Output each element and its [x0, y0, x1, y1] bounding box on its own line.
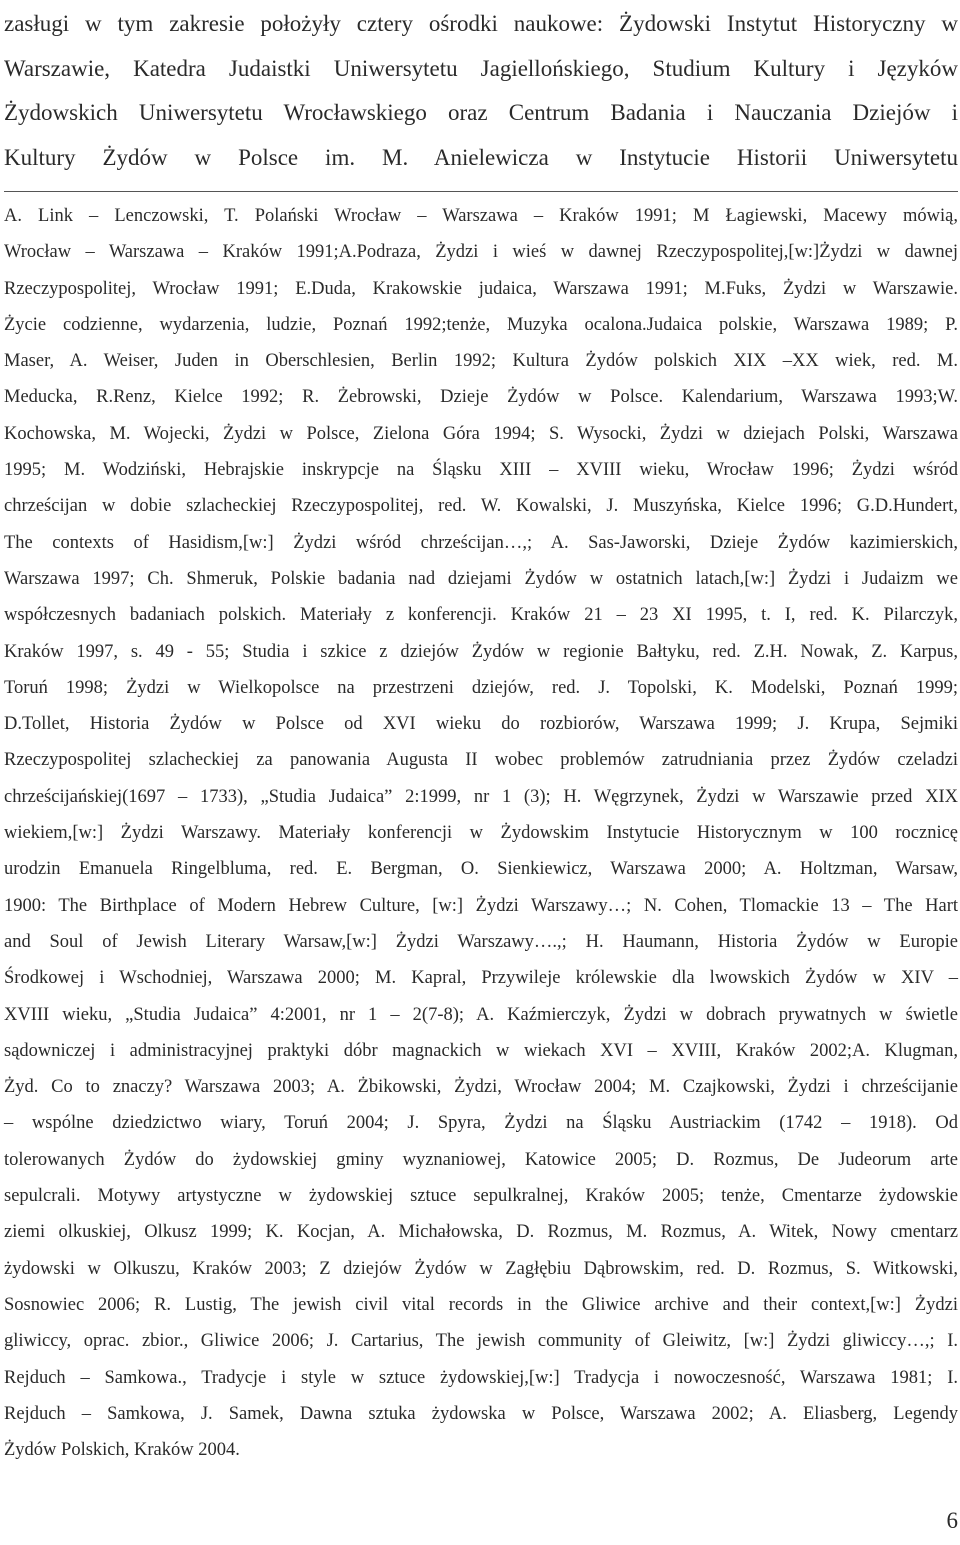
- footnote-line: Środkowej i Wschodniej, Warszawa 2000; M. Kapral, Przywileje królewskie dla lwowskich Żydów w XIV –: [4, 968, 958, 989]
- footnote-line: – wspólne dziedzictwo wiary, Toruń 2004; J. Spyra, Żydzi na Śląsku Austriackim (1742 – 1918). Od: [4, 1113, 958, 1134]
- footnote: [4, 198, 958, 1468]
- footnote-line: Życie codzienne, wydarzenia, ludzie, Poznań 1992;tenże, Muzyka ocalona.Judaica polskie, Warszawa 1989; P.: [4, 314, 958, 335]
- body-text-line: zasługi w tym zakresie położyły cztery ośrodki naukowe: Żydowski Instytut Historyczny w: [4, 11, 958, 36]
- body-text: [4, 2, 958, 180]
- footnote-line: sepulcrali. Motywy artystyczne w żydowskiej sztuce sepulkralnej, Kraków 2005; tenże, Cmentarze żydowskie: [4, 1186, 958, 1207]
- footnote-line: D.Tollet, Historia Żydów w Polsce od XVI wieku do rozbiorów, Warszawa 1999; J. Krupa, Sejmiki: [4, 714, 958, 735]
- footnote-line: żydowski w Olkuszu, Kraków 2003; Z dziejów Żydów w Zagłębiu Dąbrowskim, red. D. Rozmus, S. Witkowski,: [4, 1258, 958, 1279]
- footnote-line: Warszawa 1997; Ch. Shmeruk, Polskie badania nad dziejami Żydów w ostatnich latach,[w:] Żydzi i Judaizm we: [4, 568, 958, 589]
- footnote-line: Wrocław – Warszawa – Kraków 1991;A.Podraza, Żydzi i wieś w dawnej Rzeczypospolitej,[w:]Żydzi w dawnej: [4, 242, 958, 263]
- page-number: 6: [946, 1508, 958, 1533]
- footnote-line: współczesnych badaniach polskich. Materiały z konferencji. Kraków 21 – 23 XI 1995, t. I, red. K. Pilarczyk,: [4, 605, 958, 626]
- footnote-line: Maser, A. Weiser, Juden in Oberschlesien, Berlin 1992; Kultura Żydów polskich XIX –XX wiek, red. M.: [4, 351, 958, 372]
- footnote-line: Rejduch – Samkowa, J. Samek, Dawna sztuka żydowska w Polsce, Warszawa 2002; A. Eliasberg, Legendy: [4, 1403, 958, 1424]
- footnote-separator: [4, 191, 958, 192]
- footnote-line: chrześcijańskiej(1697 – 1733), „Studia Judaica” 2:1999, nr 1 (3); H. Węgrzynek, Żydzi w Warszawie przed XIX: [4, 786, 958, 807]
- footnote-line: Kraków 1997, s. 49 - 55; Studia i szkice z dziejów Żydów w regionie Bałtyku, red. Z.H. Nowak, Z. Karpus,: [4, 641, 958, 662]
- body-text-line: Kultury Żydów w Polsce im. M. Anielewicza w Instytucie Historii Uniwersytetu: [4, 144, 958, 170]
- footnote-line: ziemi olkuskiej, Olkusz 1999; K. Kocjan, A. Michałowska, D. Rozmus, M. Rozmus, A. Witek, Nowy cmentarz: [4, 1222, 958, 1243]
- footnote-line: wiekiem,[w:] Żydzi Warszawy. Materiały konferencji w Żydowskim Instytucie Historycznym w 100 rocznicę: [4, 823, 958, 844]
- footnote-line: tolerowanych Żydów do żydowskiej gminy wyznaniowej, Katowice 2005; D. Rozmus, De Judeorum arte: [4, 1149, 958, 1170]
- footnote-line: Żydów Polskich, Kraków 2004.: [4, 1440, 240, 1461]
- footnote-line: Meducka, R.Renz, Kielce 1992; R. Żebrowski, Dzieje Żydów w Polsce. Kalendarium, Warszawa 1993;W.: [4, 387, 958, 408]
- footnote-line: gliwiccy, oprac. zbior., Gliwice 2006; J. Cartarius, The jewish community of Gleiwitz, [w:] Żydzi gliwiccy…,; I.: [4, 1331, 958, 1352]
- footnote-line: Rzeczypospolitej, Wrocław 1991; E.Duda, Krakowskie judaica, Warszawa 1991; M.Fuks, Żydzi w Warszawie.: [4, 278, 958, 299]
- body-text-line: Żydowskich Uniwersytetu Wrocławskiego oraz Centrum Badania i Nauczania Dziejów i: [4, 100, 958, 125]
- body-text-line: Warszawie, Katedra Judaistki Uniwersytetu Jagiellońskiego, Studium Kultury i Języków: [4, 55, 958, 81]
- footnote-line: Kochowska, M. Wojecki, Żydzi w Polsce, Zielona Góra 1994; S. Wysocki, Żydzi w dziejach Polski, Warszawa: [4, 423, 958, 444]
- footnote-line: XVIII wieku, „Studia Judaica” 4:2001, nr 1 – 2(7-8); A. Kaźmierczyk, Żydzi w dobrach prywatnych w świetle: [4, 1004, 958, 1025]
- footnote-line: 1995; M. Wodziński, Hebrajskie inskrypcje na Śląsku XIII – XVIII wieku, Wrocław 1996; Żydzi wśród: [4, 460, 958, 481]
- footnote-line: and Soul of Jewish Literary Warsaw,[w:] Żydzi Warszawy….,; H. Haumann, Historia Żydów w Europie: [4, 931, 958, 952]
- footnote-line: A. Link – Lenczowski, T. Polański Wrocław – Warszawa – Kraków 1991; M Łagiewski, Macewy mówią,: [4, 206, 958, 226]
- footnote-line: sądowniczej i administracyjnej praktyki dóbr magnackich w wiekach XVI – XVIII, Kraków 2002;A. Klugman,: [4, 1040, 958, 1061]
- footnote-line: Rejduch – Samkowa., Tradycje i style w sztuce żydowskiej,[w:] Tradycja i nowoczesność, Warszawa 1981; I.: [4, 1367, 958, 1388]
- footnote-line: Żyd. Co to znaczy? Warszawa 2003; A. Żbikowski, Żydzi, Wrocław 2004; M. Czajkowski, Żydzi i chrześcijanie: [4, 1077, 958, 1098]
- footnote-line: The contexts of Hasidism,[w:] Żydzi wśród chrześcijan…,; A. Sas-Jaworski, Dzieje Żydów kazimierskich,: [4, 532, 958, 553]
- footnote-line: Rzeczypospolitej szlacheckiej za panowania Augusta II wobec problemów zatrudniania przez Żydów czeladzi: [4, 750, 958, 771]
- footnote-line: Toruń 1998; Żydzi w Wielkopolsce na przestrzeni dziejów, red. J. Topolski, K. Modelski, Poznań 1999;: [4, 677, 958, 698]
- footnote-line: urodzin Emanuela Ringelbluma, red. E. Bergman, O. Sienkiewicz, Warszawa 2000; A. Holtzman, Warsaw,: [4, 859, 958, 880]
- footnote-line: chrześcijan w dobie szlacheckiej Rzeczypospolitej, red. W. Kowalski, J. Muszyńska, Kielce 1996; G.D.Hundert,: [4, 496, 958, 517]
- footnote-line: 1900: The Birthplace of Modern Hebrew Culture, [w:] Żydzi Warszawy…; N. Cohen, Tlomackie 13 – The Hart: [4, 895, 958, 916]
- footnote-line: Sosnowiec 2006; R. Lustig, The jewish civil vital records in the Gliwice archive and their context,[w:] Żydzi: [4, 1294, 958, 1315]
